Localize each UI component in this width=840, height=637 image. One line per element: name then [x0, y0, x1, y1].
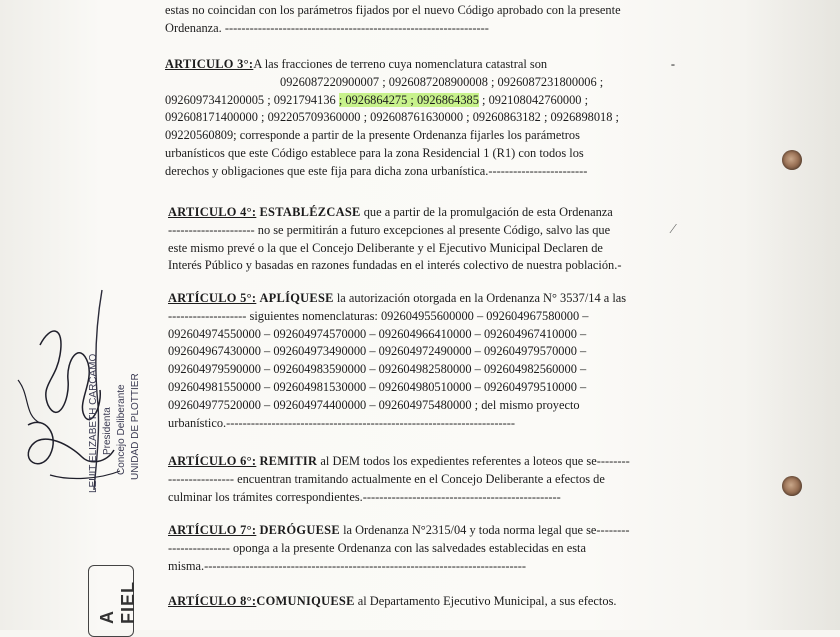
article-5-line-f: 092604981550000 – 092604981530000 – 092604980510000 – 092604979510000 –	[168, 379, 587, 394]
article-6-heading: ARTÍCULO 6°:	[168, 454, 257, 468]
article-3-text-a: A las fracciones de terreno cuya nomenclatura catastral son	[253, 57, 548, 71]
article-4-text-a: que a partir de la promulgación de esta Ordenanza	[363, 205, 613, 219]
article-5-line-g: 092604977520000 – 092604974400000 – 092604975480000 ; del mismo proyecto	[168, 397, 580, 412]
article-7-text-a: la Ordenanza N°2315/04 y toda norma legal que se--------	[343, 523, 630, 537]
article-4-line-b: --------------------- no se permitirán a futuro excepciones al presente Código, salvo las que	[168, 222, 611, 237]
article-4-keyword: ESTABLÉZCASE	[259, 205, 361, 219]
intro-line-1: estas no coincidan con los parámetros fijados por el nuevo Código aprobado con la presente	[165, 3, 621, 17]
article-4-line-c: este mismo prevé o la que el Concejo Deliberante y el Ejecutivo Municipal Declaren de	[168, 240, 603, 255]
official-stamp	[86, 345, 156, 495]
article-3-heading: ARTICULO 3°:	[165, 57, 254, 71]
article-3-line-e: 09220560809; corresponde a partir de la presente Ordenanza fijarles los parámetros	[165, 128, 580, 143]
article-5-heading: ARTÍCULO 5°:	[168, 291, 257, 305]
article-8	[168, 593, 678, 611]
stamp-role: Presidenta	[102, 407, 113, 455]
stamp-name: LEUIT ELIZABETH CARCAMO	[88, 353, 99, 493]
article-5-text-a: la autorización otorgada en la Ordenanza N° 3537/14 a las	[336, 291, 627, 305]
article-6-line-b: ---------------- encuentran tramitando actualmente en el Concejo Deliberante a efectos de	[168, 471, 605, 486]
article-5-line-c: 092604974550000 – 092604974570000 – 092604966410000 – 092604967410000 –	[168, 326, 587, 341]
intro-line-2: Ordenanza. ----------------------------------------------------------------	[165, 20, 489, 35]
article-3-line-d: 092608171400000 ; 092205709360000 ; 092608761630000 ; 09260863182 ; 0926898018 ;	[165, 110, 619, 125]
article-7-line-c: misma.------------------------------------------------------------------------------	[168, 558, 526, 573]
highlighted-nomenclatures: ; 0926864275 ; 0926864385	[338, 92, 479, 107]
article-3-dash: -	[670, 57, 675, 71]
article-4-line-d: Interés Público y basadas en razones fundadas en el interés colectivo de nuestra población.-	[168, 258, 622, 273]
intro-paragraph	[165, 2, 675, 38]
article-3	[165, 56, 675, 181]
article-6	[168, 453, 678, 506]
article-5-line-d: 092604967430000 – 092604973490000 – 092604972490000 – 092604979570000 –	[168, 344, 587, 359]
article-6-keyword: REMITIR	[259, 454, 318, 468]
article-5	[168, 290, 678, 432]
article-5-line-e: 092604979590000 – 092604983590000 – 092604982580000 – 092604982560000 –	[168, 362, 587, 377]
article-3-line-c	[165, 92, 675, 110]
article-5-line-b: ------------------- siguientes nomenclaturas: 092604955600000 – 092604967580000 –	[168, 308, 589, 323]
article-3-line-f: urbanísticos que este Código establece para la zona Residencial 1 (R1) con todos los	[165, 145, 584, 160]
article-3-line-g: derechos y obligaciones que este fija para dicha zona urbanística.------------------------	[165, 163, 588, 178]
punch-hole-bottom	[782, 476, 802, 496]
copy-certification-text: A FIEL	[97, 581, 138, 624]
article-6-line-c: culminar los trámites correspondientes.------------------------------------------------	[168, 489, 561, 504]
article-8-keyword: COMUNIQUESE	[256, 594, 355, 608]
article-3-text-c-pre: 0926097341200005 ; 0921794136	[165, 92, 336, 107]
article-5-keyword: APLÍQUESE	[259, 291, 334, 305]
page-edge-shadow	[745, 0, 840, 630]
article-7-keyword: DERÓGUESE	[259, 523, 340, 537]
punch-hole-top	[782, 150, 802, 170]
article-4-heading: ARTICULO 4°:	[168, 205, 257, 219]
article-6-text-a: al DEM todos los expedientes referentes a loteos que se--------	[320, 454, 630, 468]
copy-certification-stamp	[88, 565, 138, 637]
article-3-line-b: 0926087220900007 ; 0926087208900008 ; 0926087231800006 ;	[280, 74, 604, 89]
article-7-heading: ARTÍCULO 7°:	[168, 523, 257, 537]
article-8-text-a: al Departamento Ejecutivo Municipal, a sus efectos.	[357, 594, 617, 608]
pen-tick-mark: ⁄	[672, 222, 675, 237]
article-5-line-h: urbanístico.----------------------------------------------------------------------	[168, 415, 515, 430]
stamp-body: Concejo Deliberante	[116, 384, 127, 475]
article-8-heading: ARTÍCULO 8°:	[168, 594, 257, 608]
article-4	[168, 204, 678, 275]
article-7-line-b: --------------- oponga a la presente Ordenanza con las salvedades establecidas en esta	[168, 540, 586, 555]
article-3-text-c-post: ; 092108042760000 ;	[482, 92, 589, 107]
article-7	[168, 522, 678, 575]
stamp-city: UNIDAD DE PLOTTIER	[130, 373, 141, 480]
